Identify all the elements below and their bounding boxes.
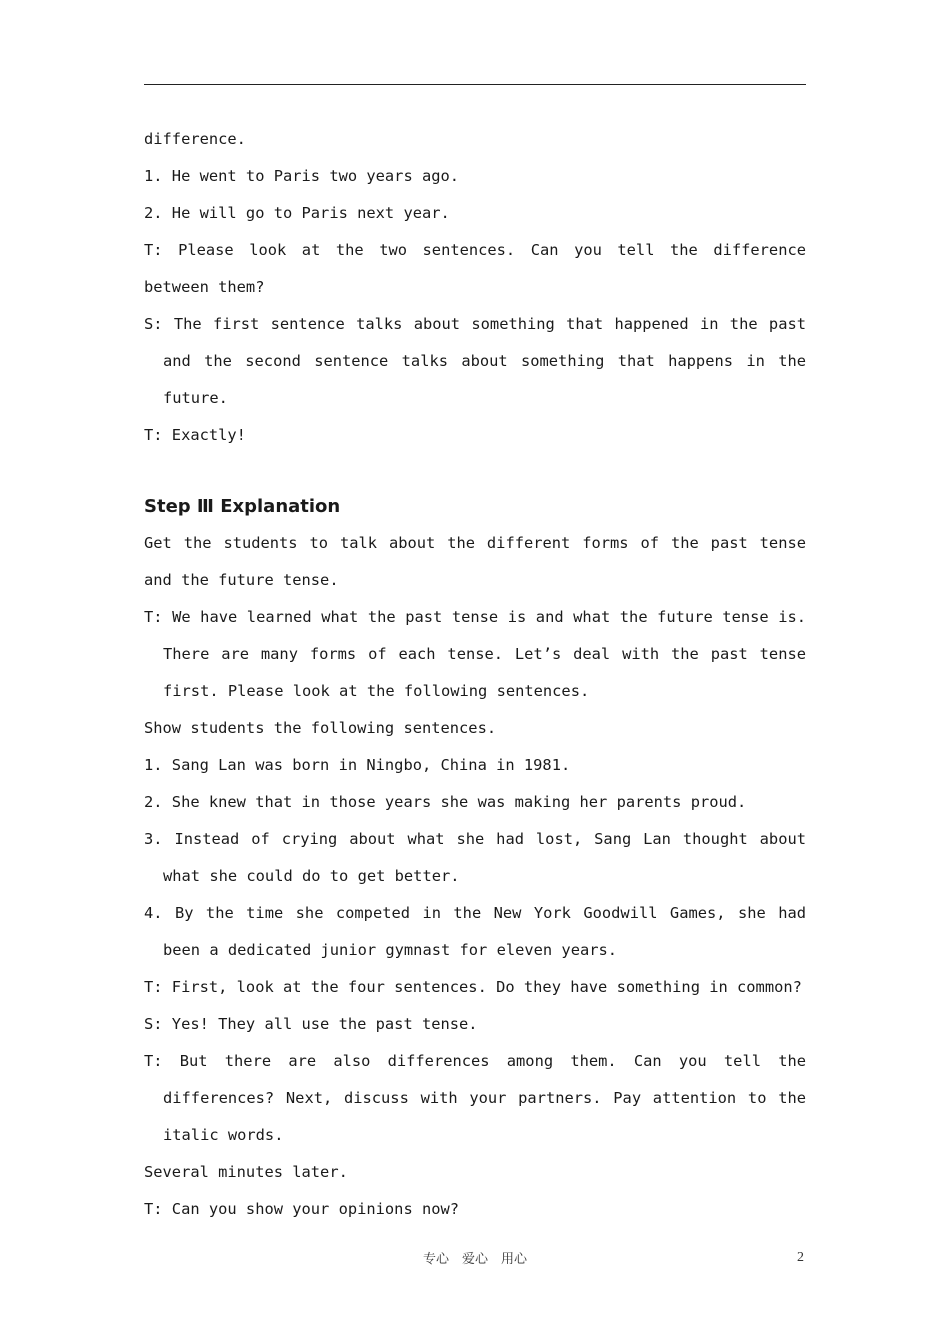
paragraph-line: T: We have learned what the past tense is and what the future tense is. There are many forms of each tense. Let’s deal with the past tense first. Please look at the following sentences. xyxy=(144,608,806,700)
page-number: 2 xyxy=(797,1250,804,1265)
paragraph-line: 2. He will go to Paris next year. xyxy=(144,204,450,222)
paragraph-line: Get the students to talk about the different forms of the past tense and the future tense. xyxy=(144,534,806,589)
paragraph-line: Several minutes later. xyxy=(144,1163,348,1181)
paragraph-line: T: But there are also differences among them. Can you tell the differences? Next, discuss with your partners. Pay attention to the italic words. xyxy=(144,1052,806,1144)
section-gap xyxy=(144,454,806,488)
section-heading: Step Ⅲ Explanation xyxy=(144,496,341,517)
footer-slogan: 专心 爱心 用心 xyxy=(422,1252,527,1267)
paragraph-line: 1. Sang Lan was born in Ningbo, China in 1981. xyxy=(144,756,571,774)
paragraph-line: 3. Instead of crying about what she had lost, Sang Lan thought about what she could do to get better. xyxy=(144,830,806,885)
paragraph-line: difference. xyxy=(144,130,246,148)
paragraph-line: T: Can you show your opinions now? xyxy=(144,1200,460,1218)
paragraph-line: Show students the following sentences. xyxy=(144,719,497,737)
paragraph-line: S: The first sentence talks about something that happened in the past and the second sentence talks about something that happens in the future. xyxy=(144,315,806,407)
paragraph-line: S: Yes! They all use the past tense. xyxy=(144,1015,478,1033)
paragraph-line: T: Exactly! xyxy=(144,426,246,444)
paragraph-line: 1. He went to Paris two years ago. xyxy=(144,167,460,185)
paragraph-line: 2. She knew that in those years she was making her parents proud. xyxy=(144,793,747,811)
document-body xyxy=(144,121,806,1228)
paragraph-line: T: Please look at the two sentences. Can you tell the difference between them? xyxy=(144,241,806,296)
paragraph-line: T: First, look at the four sentences. Do they have something in common? xyxy=(144,978,802,996)
header-rule xyxy=(144,84,806,85)
paragraph-line: 4. By the time she competed in the New York Goodwill Games, she had been a dedicated junior gymnast for eleven years. xyxy=(144,904,806,959)
